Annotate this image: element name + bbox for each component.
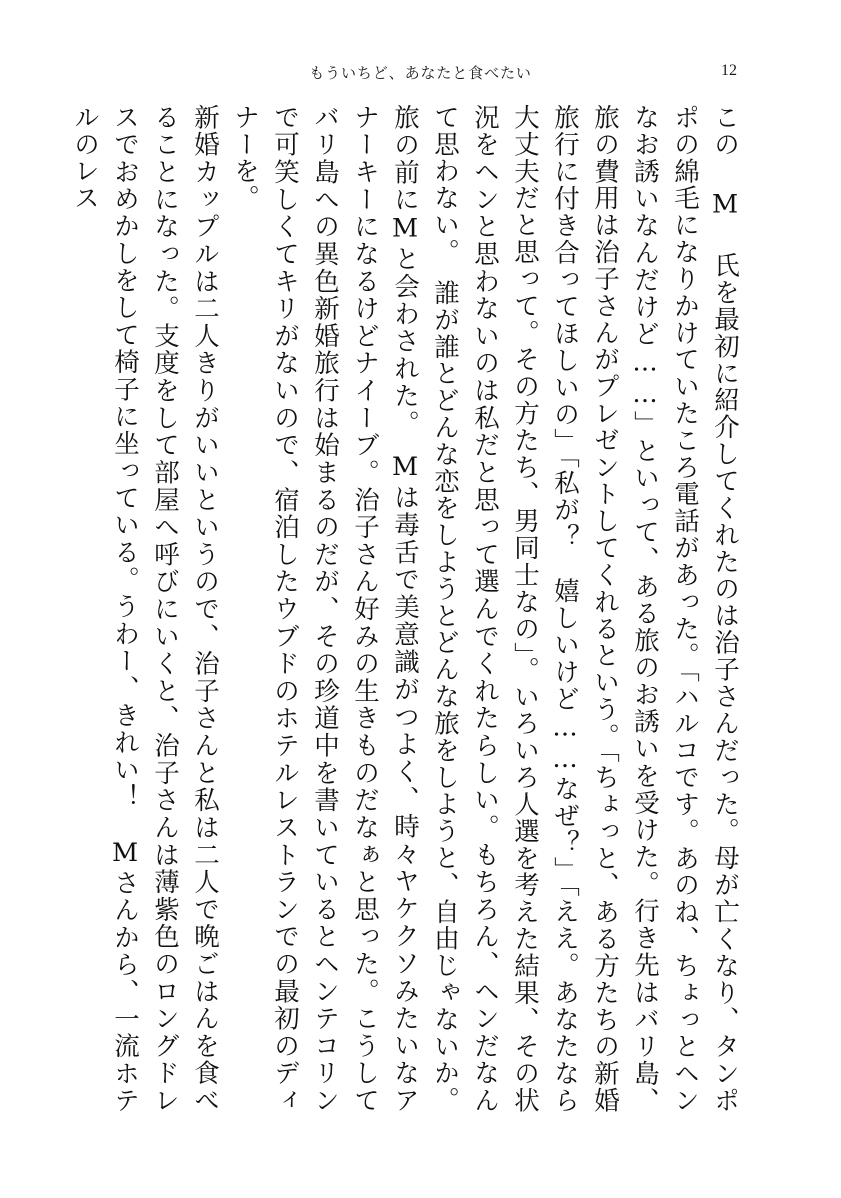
vertical-text-block [70, 104, 745, 1114]
running-title: もういちど、あなたと食べたい [309, 64, 532, 82]
page-number: 12 [721, 62, 737, 79]
paragraph-1: この M 氏を最初に紹介してくれたのは治子さんだった。母が亡くなり、タンポポの綿毛になりかけていたころ電話があった。「ハルコです。あのね、ちょっとヘンなお誘いなんだけど……」といって、ある旅のお誘いを受けた。行き先はバリ島、旅の費用は治子さんがプレゼントしてくれるという。「ちょっと、ある方たちの新婚旅行に付き合ってほしいの」「私が？ 嬉しいけど……なぜ？」「ええ。あなたなら大丈夫だと思って。その方たち、男同士なの」。いろいろ人選を考えた結果、その状況をヘンと思わないのは私だと思って選んでくれたらしい。もちろん、ヘンだなんて思わない。 誰が誰とどんな恋をしようとどんな旅をしようと、自由じゃないか。 [430, 104, 740, 1114]
paragraph-3: 新婚カップルは二人きりがいいというので、治子さんと私は二人で晩ごはんを食べることになった。支度をして部屋へ呼びにいくと、治子さんは薄紫色のロングドレスでおめかしをして椅子に坐っている。うわー、きれい！ Mさんから、一流ホテルのレス [70, 104, 220, 1114]
paragraph-2: 旅の前にMと会わされた。 Mは毒舌で美意識がつよく、時々ヤケクソみたいなアナーキーになるけどナイーブ。治子さん好みの生きものだなぁと思った。こうしてバリ島への異色新婚旅行は始まるのだが、その珍道中を書いているとヘンテコリンで可笑しくてキリがないので、宿泊したウブドのホテルレストランでの最初のディナーを。 [230, 104, 420, 1114]
page-header [0, 62, 841, 88]
body-text-area [70, 104, 745, 1114]
